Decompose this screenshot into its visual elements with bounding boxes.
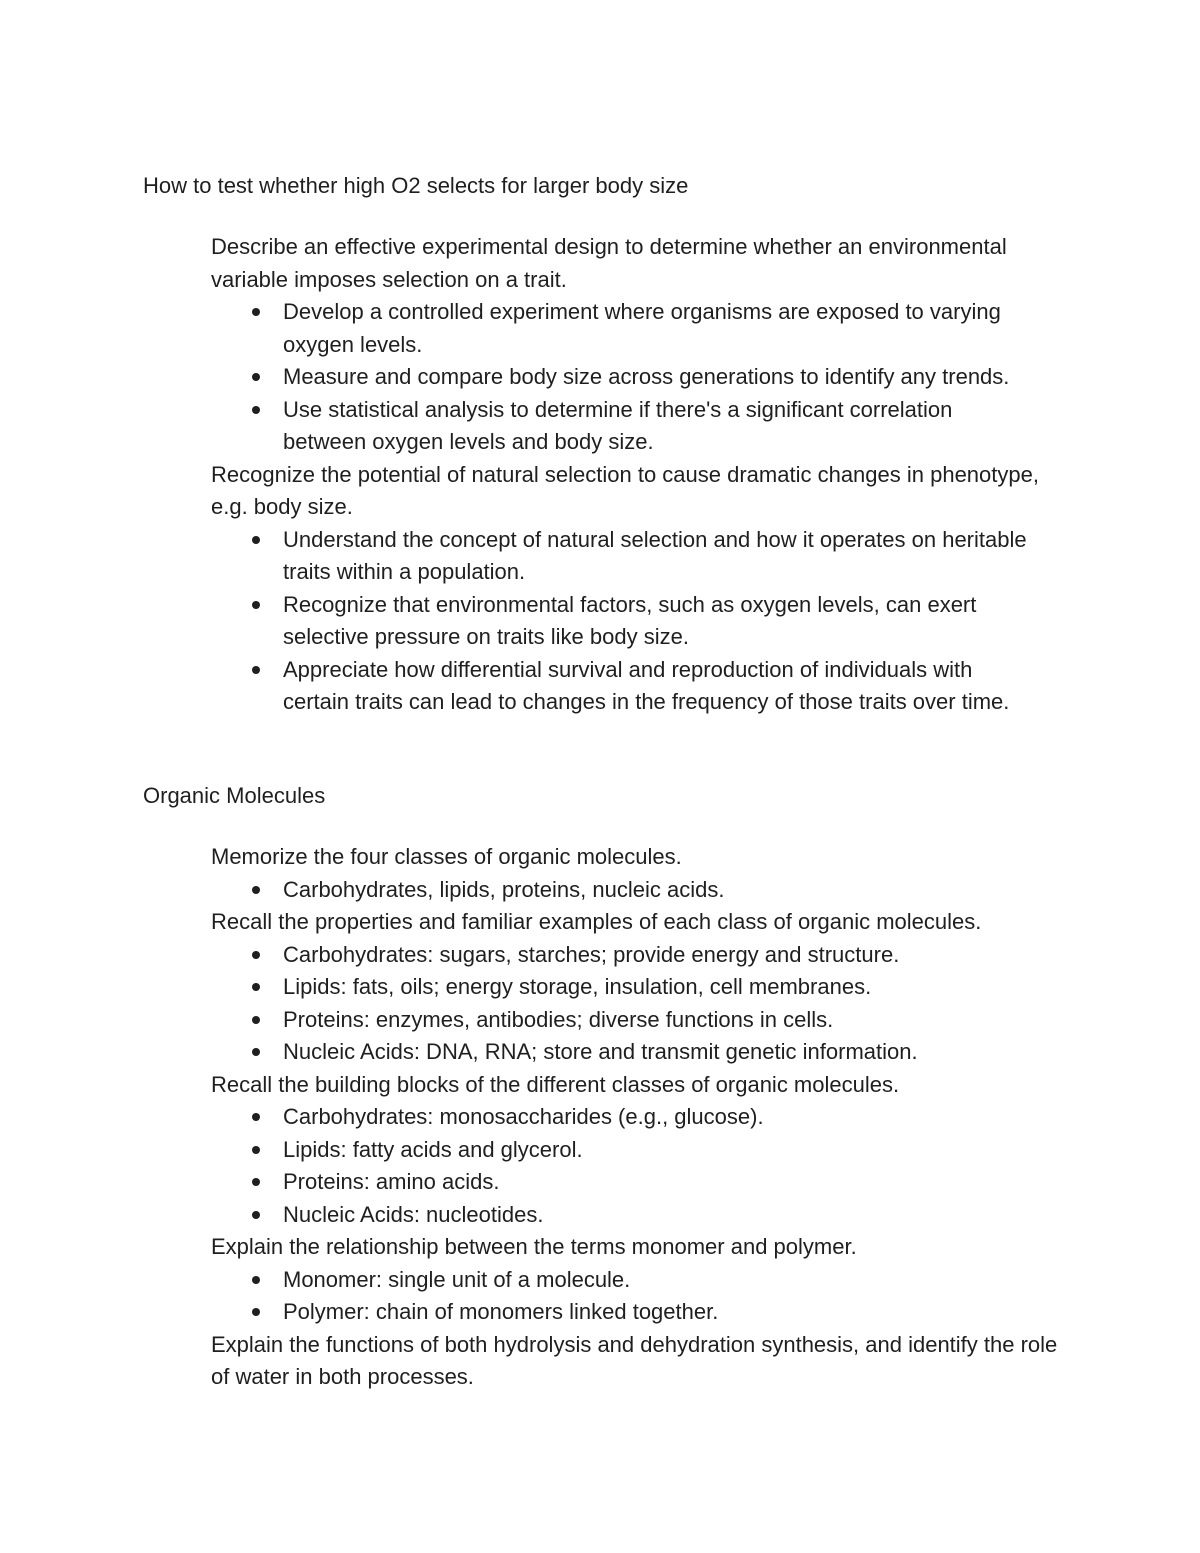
- list-item: [283, 1264, 1071, 1297]
- list-item: [283, 1199, 1071, 1232]
- bullet-icon: [252, 666, 260, 674]
- bullet-list: [211, 296, 1041, 459]
- bullet-list: [211, 939, 1071, 1069]
- bullet-icon: [252, 983, 260, 991]
- objective-hydrolysis-dehydration: Explain the functions of both hydrolysis and dehydration synthesis, and identify the role of water in both processes.: [211, 1331, 1058, 1389]
- bullet-icon: [252, 1276, 260, 1284]
- list-item: [283, 394, 1041, 459]
- bullet-list: [211, 874, 1071, 907]
- list-item: [283, 1134, 1071, 1167]
- list-item: [283, 524, 1041, 589]
- list-item-text: Recognize that environmental factors, such as oxygen levels, can exert selective pressure on traits like body size.: [283, 591, 977, 649]
- bullet-list: [211, 524, 1041, 719]
- list-item-text: Proteins: enzymes, antibodies; diverse functions in cells.: [283, 1006, 834, 1032]
- list-item: [283, 654, 1041, 719]
- bullet-icon: [252, 1178, 260, 1186]
- list-item-text: Polymer: chain of monomers linked together.: [283, 1299, 719, 1324]
- bullet-icon: [252, 1016, 260, 1024]
- list-item-text: Measure and compare body size across generations to identify any trends.: [283, 364, 1010, 389]
- bullet-icon: [252, 373, 260, 381]
- bullet-list: [211, 1101, 1071, 1231]
- list-item-text: Nucleic Acids: DNA, RNA; store and transmit genetic information.: [283, 1039, 918, 1064]
- bullet-icon: [252, 1146, 260, 1154]
- bullet-icon: [252, 1113, 260, 1121]
- list-item-text: Carbohydrates: sugars, starches; provide energy and structure.: [283, 941, 900, 967]
- list-item: [283, 874, 1071, 907]
- bullet-icon: [252, 886, 260, 894]
- list-item-text: Use statistical analysis to determine if there's a significant correlation between oxygen levels and body size.: [283, 396, 953, 454]
- section-body-organic-molecules: [211, 841, 1071, 1394]
- section-heading-organic-molecules: Organic Molecules: [143, 783, 326, 808]
- objective-four-classes: Memorize the four classes of organic molecules.: [211, 844, 682, 869]
- list-item-text: Lipids: fats, oils; energy storage, insulation, cell membranes.: [283, 974, 872, 999]
- list-item-text: Monomer: single unit of a molecule.: [283, 1266, 631, 1292]
- list-item: [283, 1036, 1071, 1069]
- list-item: [283, 296, 1041, 361]
- list-item: [283, 939, 1071, 972]
- list-item: [283, 1166, 1071, 1199]
- section-body-oxygen-body-size: [211, 231, 1041, 719]
- list-item-text: Nucleic Acids: nucleotides.: [283, 1201, 544, 1227]
- list-item: [283, 971, 1071, 1004]
- list-item-text: Lipids: fatty acids and glycerol.: [283, 1136, 583, 1162]
- objective-natural-selection: Recognize the potential of natural selection to cause dramatic changes in phenotype, e.g. body size.: [211, 461, 1039, 519]
- objective-experimental-design: Describe an effective experimental design to determine whether an environmental variable imposes selection on a trait.: [211, 234, 1007, 292]
- objective-monomer-polymer: Explain the relationship between the terms monomer and polymer.: [211, 1234, 857, 1259]
- list-item: [283, 589, 1041, 654]
- list-item: [283, 361, 1041, 394]
- list-item-text: Carbohydrates: monosaccharides (e.g., glucose).: [283, 1104, 764, 1129]
- list-item-text: Appreciate how differential survival and reproduction of individuals with certain traits can lead to changes in the frequency of those traits over time.: [283, 656, 1010, 714]
- bullet-icon: [252, 951, 260, 959]
- bullet-icon: [252, 308, 260, 316]
- list-item: [283, 1296, 1071, 1329]
- bullet-icon: [252, 601, 260, 609]
- list-item-text: Proteins: amino acids.: [283, 1169, 500, 1194]
- bullet-icon: [252, 406, 260, 414]
- list-item-text: Understand the concept of natural selection and how it operates on heritable traits within a population.: [283, 526, 1027, 584]
- bullet-list: [211, 1264, 1071, 1329]
- bullet-icon: [252, 536, 260, 544]
- bullet-icon: [252, 1211, 260, 1219]
- objective-properties-examples: Recall the properties and familiar examples of each class of organic molecules.: [211, 909, 982, 934]
- list-item-text: Carbohydrates, lipids, proteins, nucleic acids.: [283, 876, 725, 902]
- list-item: [283, 1004, 1071, 1037]
- list-item-text: Develop a controlled experiment where organisms are exposed to varying oxygen levels.: [283, 299, 1001, 357]
- section-heading-oxygen-body-size: How to test whether high O2 selects for larger body size: [143, 173, 689, 198]
- bullet-icon: [252, 1308, 260, 1316]
- list-item: [283, 1101, 1071, 1134]
- bullet-icon: [252, 1048, 260, 1056]
- objective-building-blocks: Recall the building blocks of the different classes of organic molecules.: [211, 1071, 900, 1097]
